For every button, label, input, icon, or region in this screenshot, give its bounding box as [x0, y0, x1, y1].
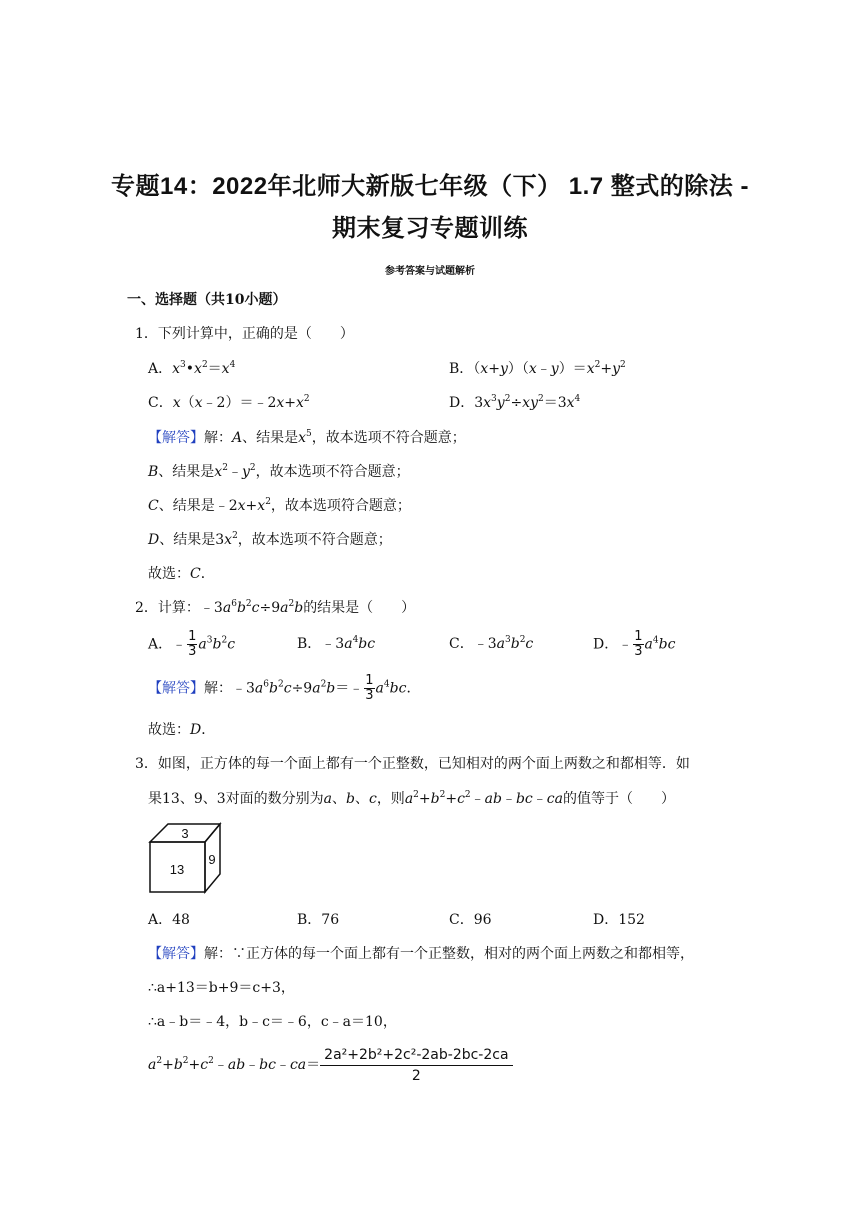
fraction-denominator: 2: [411, 1067, 421, 1084]
fraction-numerator: 2a²+2b²+2c²-2ab-2bc-2ca: [320, 1045, 512, 1066]
question-2-prefix: 2．计算：: [135, 600, 200, 616]
question-1-solution-b: B、结果是$x^2﹣y^2$，故本选项不符合题意；: [148, 463, 410, 480]
question-2-conclusion: 故选：D．: [148, 722, 216, 738]
document-title-line2: 期末复习专题训练: [332, 215, 528, 242]
conclusion-letter: C: [190, 566, 201, 582]
section-heading: 一、选择题（共10小题）: [127, 292, 287, 308]
solution-label: 解：: [204, 680, 232, 697]
solution-text: 解：∵正方体的每一个面上都有一个正整数，相对的两个面上两数之和都相等，: [204, 946, 694, 962]
question-3-step-1: ∴a+13＝b+9＝c+3，: [148, 980, 295, 996]
answer-tag: 【解答】: [148, 680, 204, 697]
answer-tag: 【解答】: [148, 946, 204, 962]
question-2-solution: 【解答】解：$﹣3a^6b^2c\div 9a^2b=﹣$ $\frac{1}{3}$ $a^4bc$．: [148, 673, 421, 703]
question-1-option-c: C．$x(x﹣2)=﹣2x+x^2$: [148, 394, 310, 411]
question-3-stem-line2: 果13、9、3对面的数分别为a、b、c，则$a^2+b^2+c^2﹣ab﹣bc﹣ca$的值等于（ ）: [148, 790, 675, 807]
question-3-option-b: B．76: [297, 912, 340, 928]
question-2-stem: 2．计算：$﹣3a^6b^2c\div 9a^2b$的结果是（ ）: [135, 599, 416, 616]
question-3-option-a: A．48: [148, 912, 190, 928]
question-2-option-b: B．$﹣3a^4bc$: [297, 635, 376, 652]
question-2-option-c: C．$﹣3a^3b^2c$: [449, 635, 534, 652]
question-3-step-3: $a^2+b^2+c^2﹣ab﹣bc﹣ca=$ $\frac{\text{2a²+2b²+2c²-2ab-2bc-2ca}}{2}$: [148, 1044, 513, 1086]
document-subtitle: 参考答案与试题解析: [385, 266, 475, 277]
solution-label: 解：: [204, 430, 232, 446]
question-3-stem-line1: 3．如图，正方体的每一个面上都有一个正整数，已知相对的两个面上两数之和都相等．如: [135, 756, 690, 772]
conclusion-letter: D: [190, 722, 202, 738]
cube-front-label: 13: [169, 862, 185, 877]
document-title-line1: 专题14：2022年北师大新版七年级（下） 1.7 整式的除法 -: [111, 173, 749, 200]
stem-part-c: 的值等于（ ）: [562, 791, 675, 807]
cube-right-label: 9: [208, 852, 216, 867]
conclusion-label: 故选：: [148, 566, 190, 582]
answer-tag: 【解答】: [148, 430, 204, 446]
question-3-option-d: D．152: [593, 912, 645, 928]
question-1-solution-d: D、结果是$3x^2$，故本选项不符合题意；: [148, 531, 392, 548]
question-1-option-d: D．$3x^3y^2\div xy^2=3x^4$: [449, 394, 581, 411]
question-1-solution-c: C、结果是$﹣2x+x^2$，故本选项符合题意；: [148, 497, 411, 514]
question-3-step-2: ∴a﹣b＝﹣4，b﹣c＝﹣6，c﹣a＝10，: [148, 1014, 397, 1030]
stem-part-a: 果13、9、3对面的数分别为: [148, 791, 324, 807]
question-2-option-d: D．﹣ $\frac{1}{3}$ $a^4bc$: [593, 629, 676, 659]
question-3-solution-intro: [148, 944, 694, 964]
expression-fraction: [320, 1045, 512, 1086]
stem-part-b: ，则: [376, 791, 405, 807]
question-2-option-a: A．﹣ $\frac{1}{3}$ $a^3b^2c$: [148, 629, 236, 659]
question-1-stem: 1．下列计算中，正确的是（ ）: [135, 326, 354, 342]
question-2-suffix: 的结果是（ ）: [303, 600, 416, 616]
question-1-solution-a: 【解答】解：A、结果是$x^5$，故本选项不符合题意；: [148, 429, 466, 446]
question-1-conclusion: 故选：C．: [148, 566, 215, 582]
question-3-option-c: C．96: [449, 912, 492, 928]
cube-top-label: 3: [181, 826, 189, 841]
question-1-option-a: A．$x^3•x^2=x^4$: [148, 360, 236, 377]
cube-figure: [148, 822, 222, 894]
conclusion-label: 故选：: [148, 722, 190, 738]
question-1-option-b: B．$(x+y)(x﹣y)=x^2+y^2$: [449, 360, 626, 377]
